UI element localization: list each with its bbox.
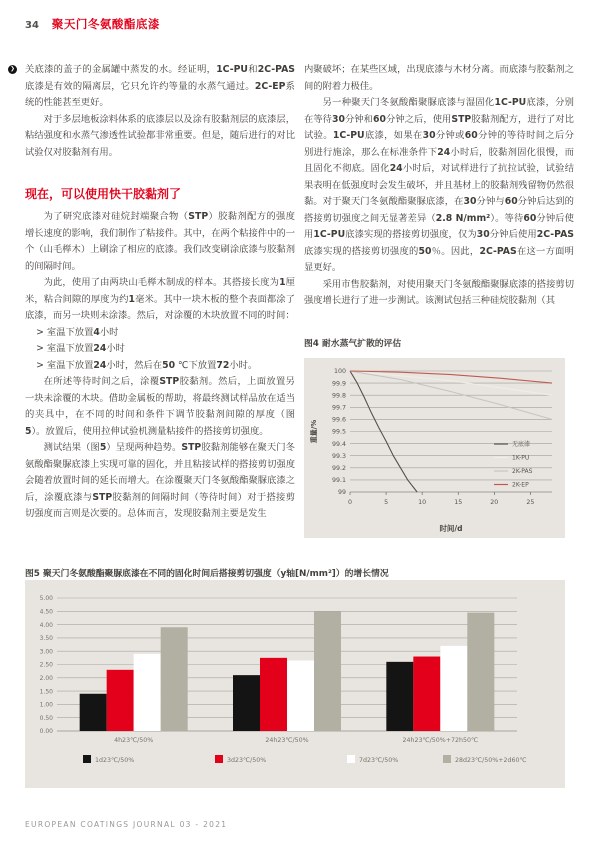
list-item-24h: > 室温下放置24小时 bbox=[36, 343, 125, 354]
legend-swatch bbox=[347, 755, 355, 763]
legend-swatch bbox=[443, 755, 451, 763]
y-tick-label: 1.00 bbox=[39, 701, 53, 709]
legend-label: 1d23℃/50% bbox=[95, 757, 135, 764]
legend-swatch bbox=[215, 755, 223, 763]
paragraph-evaporation: 关底漆的盖子的金属罐中蒸发的水。经证明，1C-PU和2C-PAS底漆是有效的隔离层，它只允许约等量的水蒸气通过。2C-EP系统的性能甚至更好。 bbox=[25, 64, 295, 108]
y-tick-label: 99.1 bbox=[331, 476, 346, 484]
series-line-2K-EP bbox=[350, 371, 552, 383]
list-item-4h: > 室温下放置4小时 bbox=[36, 326, 119, 338]
continuation-arrow-icon: ❯ bbox=[8, 65, 17, 74]
article-columns bbox=[10, 62, 574, 538]
y-tick-label: 99.5 bbox=[331, 428, 346, 436]
x-tick-label: 10 bbox=[418, 498, 427, 506]
bar-28d23℃/50%+2d60℃ bbox=[314, 611, 341, 731]
bar-1d23℃/50% bbox=[386, 662, 413, 731]
page-title: 聚天门冬氨酸酯底漆 bbox=[51, 17, 160, 31]
bar-3d23℃/50% bbox=[413, 657, 440, 731]
bar-3d23℃/50% bbox=[107, 670, 134, 731]
paragraph-cohesive-failure: 内聚破坏；在某些区域，出现底漆与木材分离。而底漆与胶黏剂之间的附着力极佳。 bbox=[304, 64, 574, 92]
legend-label: 7d23℃/50% bbox=[359, 757, 399, 764]
fig5-legend-item bbox=[215, 755, 266, 764]
figure5-section bbox=[25, 568, 575, 788]
fig5-legend-item bbox=[83, 755, 134, 764]
figure5-caption: 图5 聚天门冬氨酸酯聚脲底漆在不同的固化时间后搭接剪切强度（y轴[N/mm²]）的增长情况 bbox=[25, 569, 389, 579]
paragraph-test-procedure: 在所述等待时间之后，涂覆STP胶黏剂。然后，上面放置另一块未涂覆的木块。借助金属板的帮助，将最终测试样品放在适当的夹具中，在不同的时间和条件下调节胶黏剂间隙的厚度（图5）。放置后，使用拉伸试验机测量粘接件的搭接剪切强度。 bbox=[25, 376, 295, 437]
x-tick-label: 20 bbox=[490, 498, 499, 506]
paragraph-stp-study: 为了研究底漆对硅烷封端聚合物（STP）胶黏剂配方的强度增长速度的影响，我们制作了粘接件。其中，在两个粘接件中的一个（山毛榉木）上刷涂了相应的底漆。我们改变刷涂底漆与胶黏剂的间隔时间。 bbox=[25, 211, 295, 272]
fig5-svg bbox=[25, 580, 565, 788]
right-column bbox=[304, 62, 574, 538]
category-label: 4h23℃/50% bbox=[114, 737, 154, 744]
y-tick-label: 4.00 bbox=[39, 621, 53, 629]
y-tick-label: 99.9 bbox=[331, 379, 346, 387]
y-axis-label: 重量/% bbox=[310, 419, 318, 443]
section-heading-fast-adhesives: 现在，可以使用快干胶黏剂了 bbox=[25, 187, 182, 201]
legend-label: 3d23℃/50% bbox=[227, 757, 267, 764]
paragraph-sample-preparation: 为此，使用了由两块山毛榉木制成的样本。其搭接长度为1厘米，粘合间隙的厚度为约1毫米。其中一块木板的整个表面都涂了底漆，而另一块则未涂漆。然后，对涂覆的木块放置不同的时间： bbox=[25, 277, 295, 321]
category-label: 24h23℃/50% bbox=[265, 737, 309, 744]
y-tick-label: 1.50 bbox=[39, 688, 53, 696]
fig4-legend-item bbox=[494, 481, 529, 488]
left-column bbox=[10, 62, 295, 538]
legend-label: 28d23℃/50%+2d60℃ bbox=[455, 757, 527, 764]
fig5-legend-item bbox=[443, 755, 527, 764]
fig4-legend-item bbox=[494, 440, 530, 448]
figure4-line-chart bbox=[304, 358, 565, 538]
legend-label: 无底漆 bbox=[512, 440, 531, 448]
legend-label: 2K-EP bbox=[512, 481, 529, 489]
bar-7d23℃/50% bbox=[134, 654, 161, 731]
fig4-svg bbox=[304, 358, 565, 538]
fig4-legend-item bbox=[494, 468, 533, 475]
y-tick-label: 99.8 bbox=[331, 391, 346, 399]
bar-1d23℃/50% bbox=[80, 694, 107, 731]
bar-28d23℃/50%+2d60℃ bbox=[161, 627, 188, 731]
x-axis-label: 时间/d bbox=[439, 523, 463, 533]
y-tick-label: 99.6 bbox=[331, 416, 346, 424]
y-tick-label: 99 bbox=[337, 488, 346, 496]
y-tick-label: 0.50 bbox=[39, 714, 53, 722]
bar-7d23℃/50% bbox=[440, 646, 467, 731]
y-tick-label: 4.50 bbox=[39, 608, 53, 616]
y-tick-label: 99.3 bbox=[331, 452, 346, 460]
category-label: 24h23℃/50%+72h50℃ bbox=[402, 737, 479, 744]
y-tick-label: 2.50 bbox=[39, 661, 53, 669]
fig5-legend-item bbox=[347, 755, 398, 764]
paragraph-test-results: 测试结果（图5）呈现两种趋势。STP胶黏剂能够在聚天门冬氨酸酯聚脲底漆上实现可靠的固化，并且粘接试样的搭接剪切强度会随着放置时间的延长而增大。在涂覆聚天门冬氨酸酯聚脲底漆之后，涂覆底漆与STP胶黏剂的间隔时间（等待时间）对于搭接剪切强度而言则是次要的。总体而言，发现胶黏剂主要是发生 bbox=[25, 442, 295, 519]
list-item-24h-72h: > 室温下放置24小时，然后在50 ℃下放置72小时。 bbox=[36, 359, 258, 371]
legend-label: 2K-PAS bbox=[512, 467, 533, 475]
y-tick-label: 5.00 bbox=[39, 595, 53, 603]
bar-7d23℃/50% bbox=[287, 661, 314, 731]
paragraph-commercial-adhesives: 采用市售胶黏剂，对使用聚天门冬氨酸酯聚脲底漆的搭接剪切强度增长进行了进一步测试。该测试包括三种硅烷胶黏剂（其 bbox=[304, 278, 574, 306]
y-tick-label: 99.2 bbox=[331, 464, 346, 472]
y-tick-label: 100 bbox=[333, 367, 346, 375]
figure4-caption: 图4 耐水蒸气扩散的评估 bbox=[304, 338, 402, 349]
y-tick-label: 99.4 bbox=[331, 440, 346, 448]
bar-3d23℃/50% bbox=[260, 658, 287, 731]
y-tick-label: 3.50 bbox=[39, 635, 53, 643]
page-header bbox=[25, 16, 160, 32]
x-tick-label: 25 bbox=[526, 498, 535, 506]
journal-footer bbox=[25, 820, 227, 829]
x-tick-label: 0 bbox=[347, 498, 353, 506]
journal-footer-text: EUROPEAN COATINGS JOURNAL 03 - 2021 bbox=[25, 820, 228, 829]
y-tick-label: 3.00 bbox=[39, 648, 53, 656]
bar-1d23℃/50% bbox=[233, 675, 260, 731]
legend-label: 1K-PU bbox=[512, 454, 530, 462]
y-tick-label: 2.00 bbox=[39, 675, 53, 682]
x-tick-label: 5 bbox=[384, 498, 389, 506]
y-tick-label: 99.7 bbox=[331, 404, 346, 411]
figure5-bar-chart bbox=[25, 580, 565, 788]
paragraph-1cpu-comparison: 另一种聚天门冬氨酸酯聚脲底漆与湿固化1C-PU底漆，分别在等待30分钟和60分钟之后，使用STP胶黏剂配方，进行了对比试验。1C-PU底漆，如果在30分钟或60分钟的等待时间之后分别进行施涂，那么在标准条件下24小时后，胶黏剂固化很慢，而且固化不彻底。固化24小时后，对试样进行了抗拉试验，试验结果表明在低强度时会发生破坏，并且基材上的胶黏剂残留物仍然很黏。对于聚天门冬氨酸酯聚脲底漆，在30分钟与60分钟后达到的搭接剪切强度之间无显著差异（2.8 N/mm²）。等待60分钟后使用1C-PU底漆实现的搭接剪切强度，仅为30分钟后使用2C-PAS底漆实现的搭接剪切强度的50％。因此，2C-PAS在这一方面明显更好。 bbox=[304, 97, 574, 273]
legend-swatch bbox=[83, 755, 91, 763]
page-number: 34 bbox=[25, 20, 39, 31]
paragraph-floor-systems: 对于多层地板涂料体系的底漆层以及涂有胶黏剂层的底漆层，粘结强度和水蒸气渗透性试验都非常重要。但是，随后进行的对比试验仅对胶黏剂有用。 bbox=[25, 113, 295, 158]
y-tick-label: 0.00 bbox=[39, 728, 53, 736]
bar-28d23℃/50%+2d60℃ bbox=[467, 613, 494, 731]
x-tick-label: 15 bbox=[454, 498, 463, 506]
